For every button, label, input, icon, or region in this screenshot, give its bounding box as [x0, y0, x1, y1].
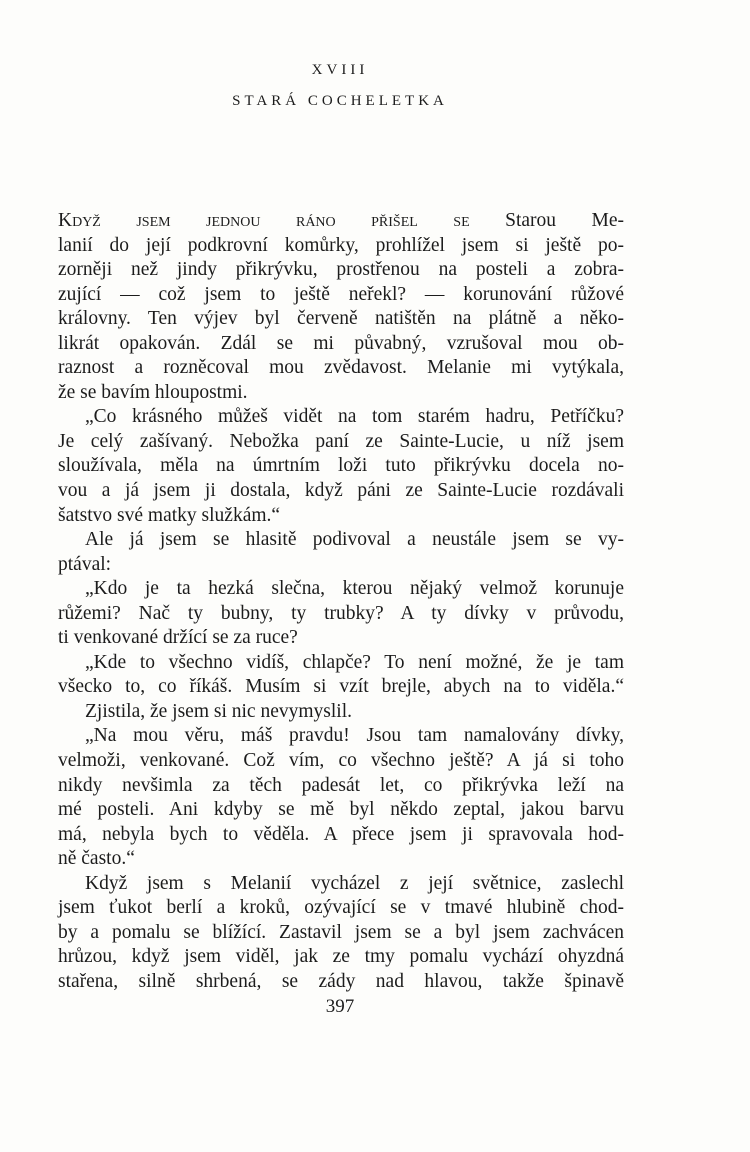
- text-line: velmoži, venkované. Což vím, co všechno ještě? A já si toho: [58, 750, 624, 772]
- text-line: Když jsem s Melanií vycházel z její světnice, zaslechl: [85, 872, 624, 894]
- text-line: sloužívala, měla na úmrtním loži tuto přikrývku docela no-: [58, 455, 624, 477]
- text-line: zující — což jsem to ještě neřekl? — korunování růžové: [58, 283, 624, 305]
- text-line: „Kde to všechno vidíš, chlapče? To není možné, že je tam: [85, 651, 624, 673]
- chapter-title: STARÁ COCHELETKA: [232, 93, 448, 109]
- text-line: lanií do její podkrovní komůrky, prohlížel jsem si ještě po-: [58, 234, 624, 256]
- text-line: ně často.“: [58, 848, 135, 870]
- text-line: královny. Ten výjev byl červeně natištěn na plátně a něko-: [58, 308, 624, 330]
- text-line: „Na mou věru, máš pravdu! Jsou tam namalovány dívky,: [85, 725, 624, 747]
- text-line: všecko to, co říkáš. Musím si vzít brejle, abych na to viděla.“: [58, 676, 624, 698]
- text-line: hrůzou, když jsem viděl, jak ze tmy pomalu vychází ohyzdná: [58, 946, 624, 968]
- text-line: Když jsem jednou ráno přišel se Starou Me-: [58, 210, 624, 231]
- text-line: „Co krásného můžeš vidět na tom starém hadru, Petříčku?: [85, 406, 624, 428]
- text-line: ti venkované držící se za ruce?: [58, 627, 298, 649]
- text-line: by a pomalu se blížící. Zastavil jsem se a byl jsem zachvácen: [58, 921, 624, 943]
- text-line: ptával:: [58, 553, 112, 575]
- chapter-number: XVIII: [311, 62, 369, 78]
- body-text: [58, 209, 624, 995]
- text-line: že se bavím hloupostmi.: [58, 381, 248, 403]
- text-line: jsem ťukot berlí a kroků, ozývající se v tmavé hlubině chod-: [58, 897, 624, 919]
- text-line: Zjistila, že jsem si nic nevymyslil.: [85, 700, 353, 722]
- text-line: Ale já jsem se hlasitě podivoval a neustále jsem se vy-: [85, 529, 624, 551]
- text-line: zorněji než jindy přikrývku, prostřenou na posteli a zobra-: [58, 259, 624, 281]
- page-number: 397: [325, 996, 355, 1017]
- text-line: likrát opakován. Zdál se mi půvabný, vzrušoval mou ob-: [58, 332, 624, 354]
- text-line: má, nebyla bych to věděla. A přece jsem ji spravovala hod-: [58, 823, 624, 845]
- text-line: růžemi? Nač ty bubny, ty trubky? A ty dívky v průvodu,: [58, 602, 624, 624]
- text-line: šatstvo své matky služkám.“: [58, 504, 281, 526]
- text-line: „Kdo je ta hezká slečna, kterou nějaký velmož korunuje: [85, 578, 624, 600]
- text-line: vou a já jsem ji dostala, když páni ze Sainte-Lucie rozdávali: [58, 480, 624, 502]
- text-line: raznost a rozněcoval mou zvědavost. Melanie mi vytýkala,: [58, 357, 624, 379]
- text-line: nikdy nevšimla za těch padesát let, co přikrývka leží na: [58, 774, 624, 796]
- text-line: Je celý zašívaný. Nebožka paní ze Sainte-Lucie, u níž jsem: [58, 430, 624, 452]
- text-line: stařena, silně shrbená, se zády nad hlavou, takže špinavě: [58, 970, 624, 992]
- text-line: mé posteli. Ani kdyby se mě byl někdo zeptal, jakou barvu: [58, 799, 624, 821]
